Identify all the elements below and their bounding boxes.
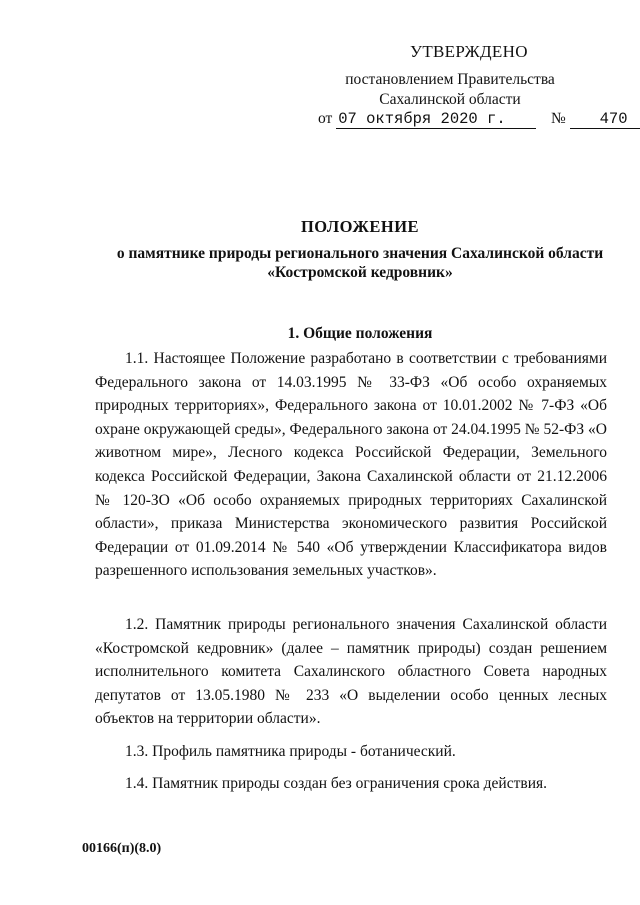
paragraph-1-1: [95, 347, 607, 583]
paragraph-1-3: [95, 740, 607, 764]
paragraph-1-3-text: 1.3. Профиль памятника природы - ботанический.: [125, 743, 456, 760]
section-heading: 1. Общие положения: [287, 325, 433, 342]
paragraph-1-4: [95, 772, 607, 796]
region-line: Сахалинской области: [379, 91, 521, 108]
decree-date-text: 07 октября 2020 г.: [338, 110, 506, 128]
title-heading: ПОЛОЖЕНИЕ: [300, 217, 420, 236]
title-line-1: о памятнике природы регионального значения Сахалинской области: [116, 245, 604, 262]
title-line-2: «Костромской кедровник»: [267, 264, 453, 281]
number-label: №: [551, 110, 566, 127]
decree-line: постановлением Правительства: [345, 71, 555, 88]
decree-date: [336, 111, 535, 129]
paragraph-1-1-text: 1.1. Настоящее Положение разработано в соответствии с требованиями Федерального закона от 14.03.1995 № 33-ФЗ «Об особо охраняемых природных территориях», Федерального закона от 10.01.2002 № 7-ФЗ «Об охране окружающей среды», Федерального закона от 24.04.1995 № 52-ФЗ «О животном мире», Лесного кодекса Российской Федерации, Земельного кодекса Российской Федерации, Закона Сахалинской области от 21.12.2006 № 120-ЗО «Об особо охраняемых природных территориях Сахалинской области», приказа Министерства экономического развития Российской Федерации от 01.09.2014 № 540 «Об утверждении Классификатора видов разрешенного использования земельных участков».: [95, 350, 607, 580]
document-title: [60, 217, 640, 282]
decree-number: [570, 111, 640, 129]
from-label: от: [318, 110, 333, 127]
paragraph-1-4-text: 1.4. Памятник природы создан без ограничения срока действия.: [125, 775, 547, 792]
paragraph-1-2: [95, 613, 607, 731]
approved-label: УТВЕРЖДЕНО: [410, 42, 528, 61]
decree-number-text: 470: [599, 110, 628, 128]
date-number-line: [318, 109, 640, 129]
document-code: 00166(п)(8.0): [82, 841, 162, 856]
paragraph-1-2-text: 1.2. Памятник природы регионального значения Сахалинской области «Костромской кедровник» (далее – памятник природы) создан решением исполнительного комитета Сахалинского областного Совета народных депутатов от 13.05.1980 № 233 «О выделении особо ценных лесных объектов на территории области».: [95, 616, 607, 728]
